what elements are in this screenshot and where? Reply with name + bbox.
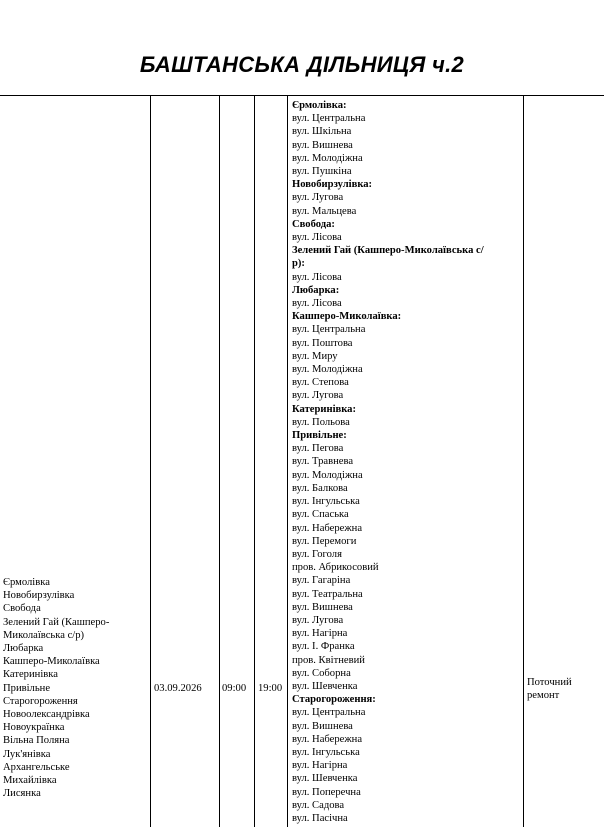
settlement-item: Любарка: [3, 643, 44, 655]
street-item: вул. Поперечна: [292, 786, 361, 798]
street-item: вул. Інгульська: [292, 746, 360, 758]
locality-heading: Привільне:: [292, 430, 347, 442]
table-top-border: [0, 95, 604, 96]
settlement-item: Зелений Гай (Кашперо-: [3, 616, 110, 628]
street-item: вул. Балкова: [292, 482, 348, 494]
street-item: вул. Шевченка: [292, 680, 358, 692]
street-item: вул. Інгульська: [292, 496, 360, 508]
street-item: вул. Соборна: [292, 667, 351, 679]
locality-heading: Новобирзулівка:: [292, 179, 373, 191]
street-item: вул. Пушкіна: [292, 166, 352, 178]
street-item: вул. Травнева: [292, 456, 354, 468]
column-divider: [254, 95, 255, 827]
street-item: вул. Нагірна: [292, 628, 348, 640]
street-item: вул. Мальцева: [292, 205, 357, 217]
street-item: вул. Центральна: [292, 324, 366, 336]
street-item: вул. Миру: [292, 350, 338, 362]
settlement-item: Привільне: [3, 682, 51, 694]
settlement-item: Миколаївська с/р): [3, 629, 85, 641]
settlement-item: Новоукраїнка: [3, 722, 65, 734]
settlement-item: Лисянка: [3, 788, 41, 800]
locality-heading: Єрмолівка:: [292, 100, 347, 111]
street-item: вул. Пасічна: [292, 812, 348, 824]
settlements-list: [3, 576, 148, 800]
locality-heading: р):: [292, 258, 305, 270]
settlement-item: Михайлівка: [3, 775, 57, 787]
street-item: вул. Шевченка: [292, 773, 358, 785]
column-divider: [523, 95, 524, 827]
settlement-item: Новоолександрівка: [3, 709, 90, 721]
locality-heading: Кашперо-Миколаївка:: [292, 311, 402, 323]
street-item: пров. Квітневий: [292, 654, 365, 666]
locality-heading: Зелений Гай (Кашперо-Миколаївська с/: [292, 245, 484, 257]
settlement-item: Катеринівка: [3, 669, 58, 681]
settlement-item: Вільна Поляна: [3, 735, 70, 747]
street-item: вул. Перемоги: [292, 535, 357, 547]
street-item: вул. Центральна: [292, 707, 366, 719]
column-divider: [287, 95, 288, 827]
locality-heading: Катеринівка:: [292, 403, 357, 415]
street-item: вул. Гоголя: [292, 548, 342, 560]
settlement-item: Єрмолівка: [3, 577, 50, 588]
street-item: вул. Гагаріна: [292, 575, 351, 587]
column-divider: [150, 95, 151, 827]
work-type: Поточний ремонт: [527, 677, 572, 702]
street-item: вул. Вишнева: [292, 720, 353, 732]
street-item: вул. Польова: [292, 416, 350, 428]
outage-end-time: 19:00: [258, 683, 283, 694]
street-item: вул. Шкільна: [292, 126, 352, 138]
settlement-item: Новобирзулівка: [3, 590, 75, 602]
street-item: вул. Лісова: [292, 298, 342, 310]
street-item: вул. Поштова: [292, 337, 353, 349]
street-item: вул. Лугова: [292, 192, 344, 204]
street-item: вул. Лісова: [292, 271, 342, 283]
street-item: вул. Молодіжна: [292, 152, 363, 164]
outage-date: 03.09.2026: [154, 683, 202, 694]
street-item: вул. І. Франка: [292, 641, 355, 653]
street-item: вул. Садова: [292, 799, 345, 811]
streets-list: [292, 99, 520, 825]
settlement-item: Свобода: [3, 603, 41, 615]
street-item: вул. Центральна: [292, 113, 366, 125]
street-item: вул. Молодіжна: [292, 364, 363, 376]
column-divider: [219, 95, 220, 827]
street-item: вул. Набережна: [292, 522, 363, 534]
locality-heading: Старогороження:: [292, 694, 376, 706]
settlement-item: Лук'янівка: [3, 748, 51, 760]
locality-heading: Любарка:: [292, 284, 340, 296]
settlement-item: Кашперо-Миколаївка: [3, 656, 100, 668]
street-item: вул. Театральна: [292, 588, 363, 600]
street-item: вул. Молодіжна: [292, 469, 363, 481]
street-item: вул. Спаська: [292, 509, 349, 521]
street-item: вул. Лісова: [292, 232, 342, 244]
settlement-item: Старогороження: [3, 695, 78, 707]
street-item: вул. Набережна: [292, 733, 363, 745]
street-item: вул. Степова: [292, 377, 349, 389]
page-title: БАШТАНСЬКА ДІЛЬНИЦЯ ч.2: [139, 52, 465, 77]
street-item: вул. Лугова: [292, 390, 344, 402]
street-item: вул. Пегова: [292, 443, 344, 455]
street-item: вул. Нагірна: [292, 760, 348, 772]
street-item: вул. Лугова: [292, 614, 344, 626]
street-item: вул. Вишнева: [292, 601, 353, 613]
locality-heading: Свобода:: [292, 218, 335, 230]
settlement-item: Архангельське: [3, 761, 70, 773]
street-item: вул. Вишнева: [292, 139, 353, 151]
street-item: пров. Абрикосовий: [292, 562, 379, 574]
outage-start-time: 09:00: [222, 683, 247, 694]
